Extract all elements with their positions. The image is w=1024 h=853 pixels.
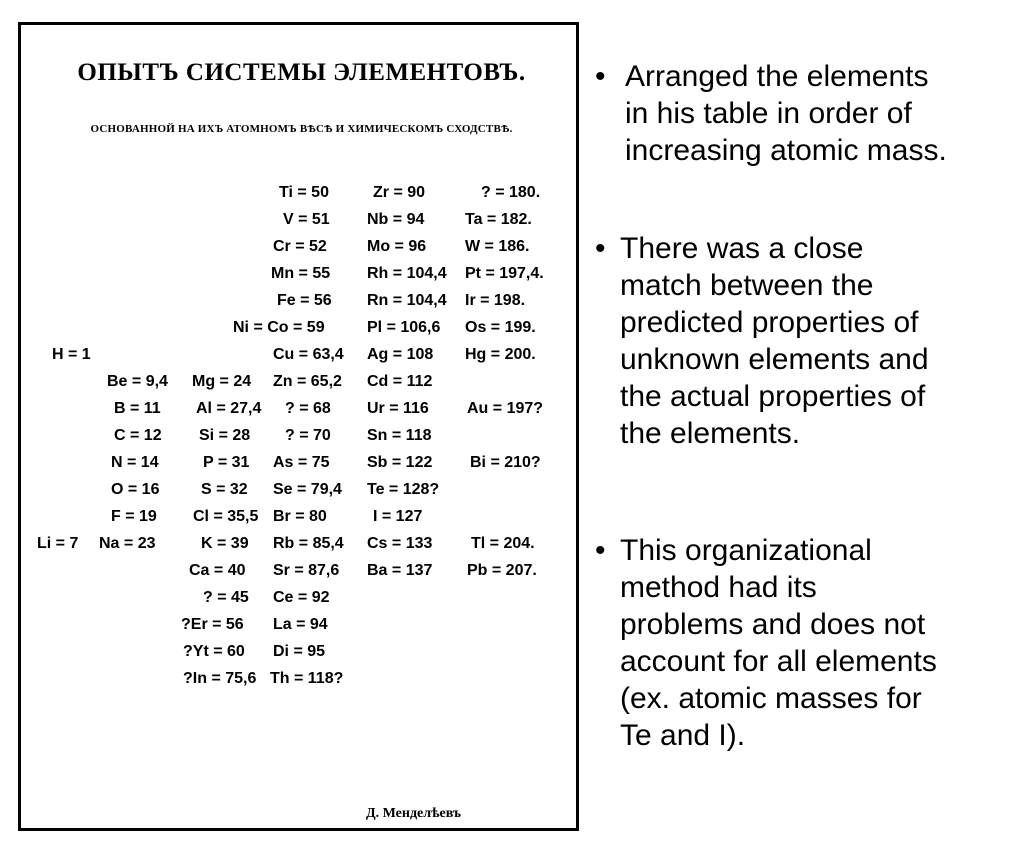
element-entry: Ag = 108 [367,346,434,363]
element-entry: Rb = 85,4 [273,535,344,552]
element-entry: B = 11 [114,400,161,417]
bullet-item [595,58,1020,169]
element-entry: Cr = 52 [273,238,327,255]
element-entry: Te = 128? [367,481,440,498]
bullet-text: There was a close match between the predicted properties of unknown elements and the actual properties of the elements. [620,232,929,450]
element-entry: ? = 45 [203,589,249,606]
element-entry: ? = 68 [285,400,331,417]
element-entry: Nb = 94 [367,211,425,228]
element-entry: Ca = 40 [189,562,246,579]
element-entry: Sr = 87,6 [273,562,340,579]
element-entry: Fe = 56 [277,292,332,309]
element-entry: Pl = 106,6 [367,319,441,336]
element-entry: ? = 180. [481,184,541,201]
element-entry: Ti = 50 [279,184,329,201]
document-subtitle: ОСНОВАННОЙ НА ИХЪ АТОМНОМЪ ВѢСѢ И ХИМИЧЕСКОМЪ СХОДСТВѢ. [90,123,513,135]
element-entry: Sb = 122 [367,454,433,471]
element-entry: Na = 23 [99,535,156,552]
bullet-text: Arranged the elements in his table in order of increasing atomic mass. [625,60,947,167]
element-entry: Si = 28 [199,427,251,444]
element-entry: F = 19 [111,508,157,525]
element-entry: W = 186. [465,238,530,255]
element-entry: Ba = 137 [367,562,433,579]
element-entry: Br = 80 [273,508,327,525]
element-entry: Bi = 210? [470,454,541,471]
bullet-marker: • [595,60,606,93]
element-entry: Tl = 204. [471,535,535,552]
element-entry: ?Er = 56 [181,616,244,633]
element-entry: Pb = 207. [467,562,537,579]
element-entry: K = 39 [201,535,249,552]
element-entry: Cd = 112 [367,373,433,390]
element-entry: Ce = 92 [273,589,330,606]
element-entry: Pt = 197,4. [465,265,544,282]
element-entry: P = 31 [203,454,250,471]
element-entry: V = 51 [283,211,330,228]
element-entry: Cl = 35,5 [193,508,259,525]
element-entry: ? = 70 [285,427,331,444]
bullet-marker: • [595,232,606,265]
mendeleev-table-image [18,22,579,831]
element-entry: Mo = 96 [367,238,427,255]
signature: Д. Менделѣевъ [366,806,462,821]
element-entry: Mn = 55 [271,265,331,282]
elements-table [21,25,582,834]
element-entry: Se = 79,4 [273,481,342,498]
element-entry: Ir = 198. [465,292,526,309]
element-entry: Au = 197? [467,400,544,417]
element-entry: Cs = 133 [367,535,433,552]
element-entry: H = 1 [52,346,91,363]
element-entry: C = 12 [114,427,162,444]
element-entry: ?Yt = 60 [183,643,245,660]
element-entry: N = 14 [111,454,159,471]
element-entry: Cu = 63,4 [273,346,344,363]
element-entry: O = 16 [111,481,160,498]
element-entry: Mg = 24 [192,373,252,390]
element-entry: Be = 9,4 [107,373,168,390]
element-entry: S = 32 [201,481,248,498]
element-entry: Th = 118? [270,670,344,687]
document-title: ОПЫТЪ СИСТЕМЫ ЭЛЕМЕНТОВЪ. [77,59,526,86]
element-entry: Zr = 90 [373,184,426,201]
element-entry: La = 94 [273,616,328,633]
element-entry: Ur = 116 [367,400,429,417]
bullet-marker: • [595,534,606,567]
element-entry: Ta = 182. [465,211,532,228]
element-entry: Hg = 200. [465,346,536,363]
element-entry: Al = 27,4 [196,400,262,417]
element-entry: Sn = 118 [367,427,432,444]
element-entry: ?In = 75,6 [183,670,257,687]
bullet-item [595,532,1020,754]
element-entry: As = 75 [273,454,330,471]
element-entry: Rh = 104,4 [367,265,447,282]
element-entry: Zn = 65,2 [273,373,342,390]
element-entry: Di = 95 [273,643,326,660]
element-entry: Ni = Co = 59 [233,319,325,336]
bullet-text: This organizational method had its problems and does not account for all elements (ex. atomic masses for Te and I). [620,534,937,752]
element-entry: I = 127 [373,508,423,525]
element-entry: Rn = 104,4 [367,292,447,309]
element-entry: Li = 7 [37,535,79,552]
element-entry: Os = 199. [465,319,536,336]
bullet-item [595,230,1020,452]
